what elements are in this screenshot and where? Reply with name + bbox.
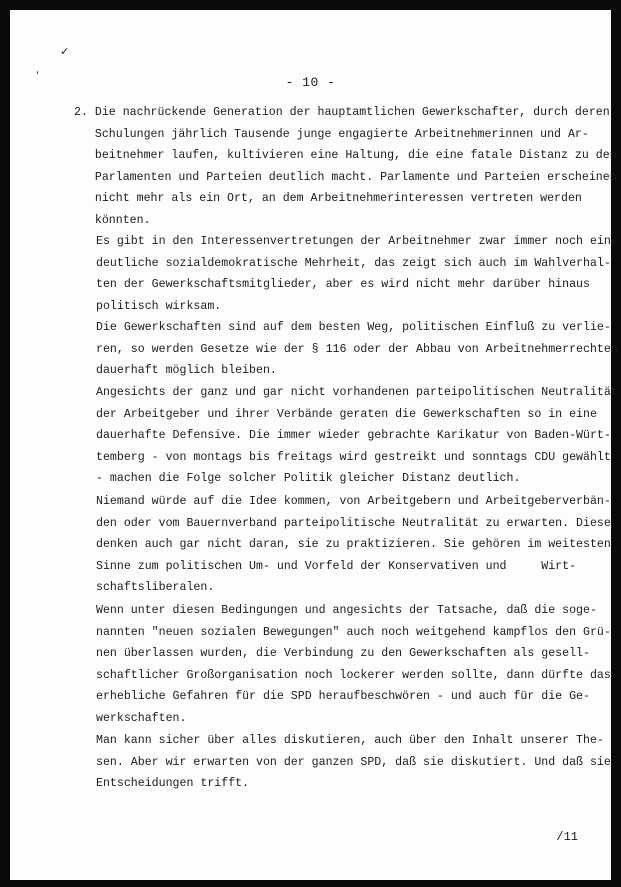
text-line: dauerhaft möglich bleiben. <box>96 364 277 377</box>
text-line: nicht mehr als ein Ort, an dem Arbeitnehmerinteressen vertreten werden <box>74 192 582 205</box>
text-line: ten der Gewerkschaftsmitglieder, aber es wird nicht mehr darüber hinaus <box>96 278 590 291</box>
paragraph-3 <box>96 317 618 382</box>
text-line: temberg - von montags bis freitags wird gestreikt und sonntags CDU gewählt <box>96 450 611 464</box>
paragraph-2 <box>96 231 618 317</box>
paragraph-4 <box>96 382 618 490</box>
text-line: werkschaften. <box>96 711 187 725</box>
margin-mark-top: ✓ <box>60 45 70 58</box>
text-line: erhebliche Gefahren für die SPD heraufbeschwören - und auch für die Ge- <box>96 690 590 703</box>
text-line: 2. Die nachrückende Generation der hauptamtlichen Gewerkschafter, durch deren <box>74 106 610 119</box>
text-line: Sinne zum politischen Um- und Vorfeld der Konservativen und Wirt- <box>96 559 577 573</box>
text-line: könnten. <box>74 213 151 227</box>
text-line: Niemand würde auf die Idee kommen, von Arbeitgebern und Arbeitgeberverbän- <box>96 495 611 508</box>
paragraph-1 <box>74 102 617 231</box>
text-line: ren, so werden Gesetze wie der § 116 oder der Abbau von Arbeitnehmerrechten <box>96 342 618 356</box>
page-number: - 10 - <box>285 75 336 90</box>
paragraph-7 <box>96 730 611 795</box>
text-line: beitnehmer laufen, kultivieren eine Haltung, die eine fatale Distanz zu den <box>74 149 617 162</box>
text-line: Angesichts der ganz und gar nicht vorhandenen parteipolitischen Neutralität <box>96 386 618 399</box>
document-page <box>10 10 618 880</box>
text-line: Es gibt in den Interessenvertretungen der Arbeitnehmer zwar immer noch eine <box>96 235 618 248</box>
text-line: nen überlassen wurden, die Verbindung zu den Gewerkschaften als gesell- <box>96 647 590 660</box>
text-line: schaftsliberalen. <box>96 581 215 594</box>
text-line: politisch wirksam. <box>96 299 222 313</box>
text-line: deutliche sozialdemokratische Mehrheit, das zeigt sich auch im Wahlverhal- <box>96 256 611 270</box>
text-line: Entscheidungen trifft. <box>96 777 250 790</box>
margin-mark-left: ʹ <box>36 70 40 83</box>
text-line: der Arbeitgeber und ihrer Verbände geraten die Gewerkschaften so in eine <box>96 407 597 421</box>
text-line: Man kann sicher über alles diskutieren, auch über den Inhalt unserer The- <box>96 734 604 747</box>
text-line: Parlamenten und Parteien deutlich macht. Parlamente und Parteien erscheinen <box>74 170 617 184</box>
text-line: Wenn unter diesen Bedingungen und angesichts der Tatsache, daß die soge- <box>96 604 597 617</box>
text-line: dauerhafte Defensive. Die immer wieder gebrachte Karikatur von Baden-Würt- <box>96 429 611 442</box>
text-line: - machen die Folge solcher Politik gleicher Distanz deutlich. <box>96 472 521 485</box>
text-line: Die Gewerkschaften sind auf dem besten Weg, politischen Einfluß zu verlie- <box>96 321 611 334</box>
text-line: schaftlicher Großorganisation noch lockerer werden sollte, dann dürfte das <box>96 668 611 682</box>
paragraph-5 <box>96 491 611 599</box>
text-line: den oder vom Bauernverband parteipolitische Neutralität zu erwarten. Diese <box>96 516 611 530</box>
text-line: nannten "neuen sozialen Bewegungen" auch noch weitgehend kampflos den Grü- <box>96 625 611 639</box>
continuation-marker: /11 <box>556 830 578 844</box>
text-line: denken auch gar nicht daran, sie zu praktizieren. Sie gehören im weitesten <box>96 538 611 551</box>
text-line: sen. Aber wir erwarten von der ganzen SPD, daß sie diskutiert. Und daß sie <box>96 755 611 769</box>
paragraph-6 <box>96 600 611 729</box>
text-line: Schulungen jährlich Tausende junge engagierte Arbeitnehmerinnen und Ar- <box>74 127 589 141</box>
